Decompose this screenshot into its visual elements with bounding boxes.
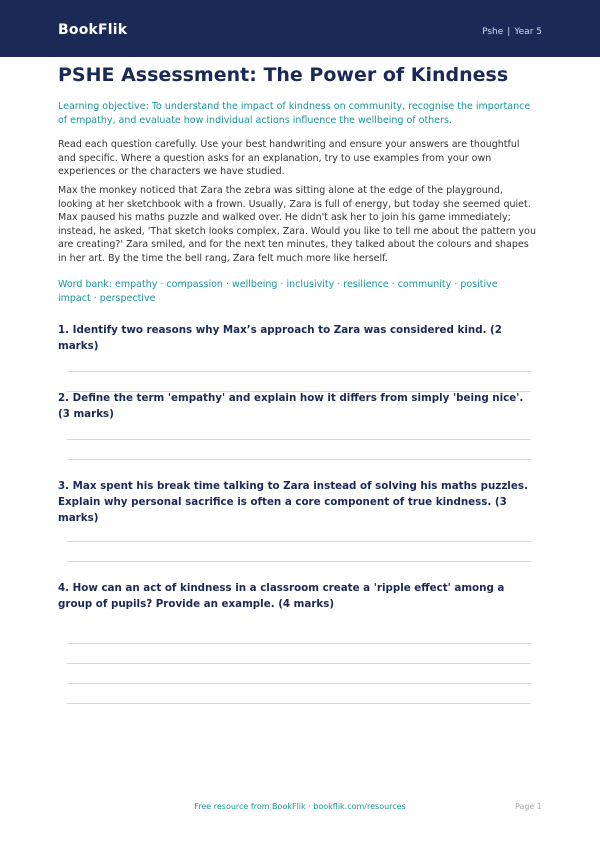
story-paragraph: Max the monkey noticed that Zara the zebra was sitting alone at the edge of the playground, looking at her sketchbook with a frown. Usually, Zara is full of energy, but today she seemed quiet. Max paused his maths puzzle and walked over. He didn't ask her to join his game immediately; instead, he asked, 'That sketch looks complex, Zara. Would you like to tell me about the pattern you are creating?' Zara smiled, and for the next ten minutes, they talked about the colours and shapes in her art. By the time the bell rang, Zara felt much more like herself. — [58, 185, 536, 264]
footer-text: Free resource from BookFlik · bookflik.com/resources — [194, 802, 406, 811]
subject-label: Pshe — [482, 27, 504, 37]
page-header — [0, 0, 600, 57]
instructions-paragraph: Read each question carefully. Use your best handwriting and ensure your answers are thoughtful and specific. Where a question asks for an explanation, try to use examples from your own experiences or the characters we have studied. — [58, 139, 520, 177]
question-2: 2. Define the term 'empathy' and explain how it differs from simply 'being nice'. (3 marks) — [58, 392, 524, 420]
year-label: Year 5 — [514, 27, 542, 37]
learning-objective: Learning objective: To understand the impact of kindness on community, recognise the importance of empathy, and evaluate how individual actions influence the wellbeing of others. — [58, 101, 531, 126]
page-number: Page 1 — [515, 802, 542, 811]
answer-line[interactable] — [67, 703, 531, 704]
header-meta — [482, 27, 542, 37]
answer-line[interactable] — [67, 541, 531, 542]
word-bank: Word bank: empathy · compassion · wellbeing · inclusivity · resilience · community · positive impact · perspective — [58, 279, 498, 304]
question-1: 1. Identify two reasons why Max’s approach to Zara was considered kind. (2 marks) — [58, 324, 502, 352]
question-4: 4. How can an act of kindness in a classroom create a 'ripple effect' among a group of pupils? Provide an example. (4 marks) — [58, 582, 505, 610]
answer-line[interactable] — [67, 663, 531, 664]
page-title: PSHE Assessment: The Power of Kindness — [58, 64, 509, 86]
answer-line[interactable] — [67, 643, 531, 644]
brand-logo: BookFlik — [58, 22, 128, 38]
answer-line[interactable] — [67, 561, 531, 562]
answer-line[interactable] — [67, 439, 531, 440]
question-3: 3. Max spent his break time talking to Zara instead of solving his maths puzzles. Explain why personal sacrifice is often a core component of true kindness. (3 marks) — [58, 480, 528, 524]
meta-separator: | — [507, 27, 511, 37]
answer-line[interactable] — [67, 459, 531, 460]
answer-line[interactable] — [67, 683, 531, 684]
answer-line[interactable] — [67, 371, 531, 372]
